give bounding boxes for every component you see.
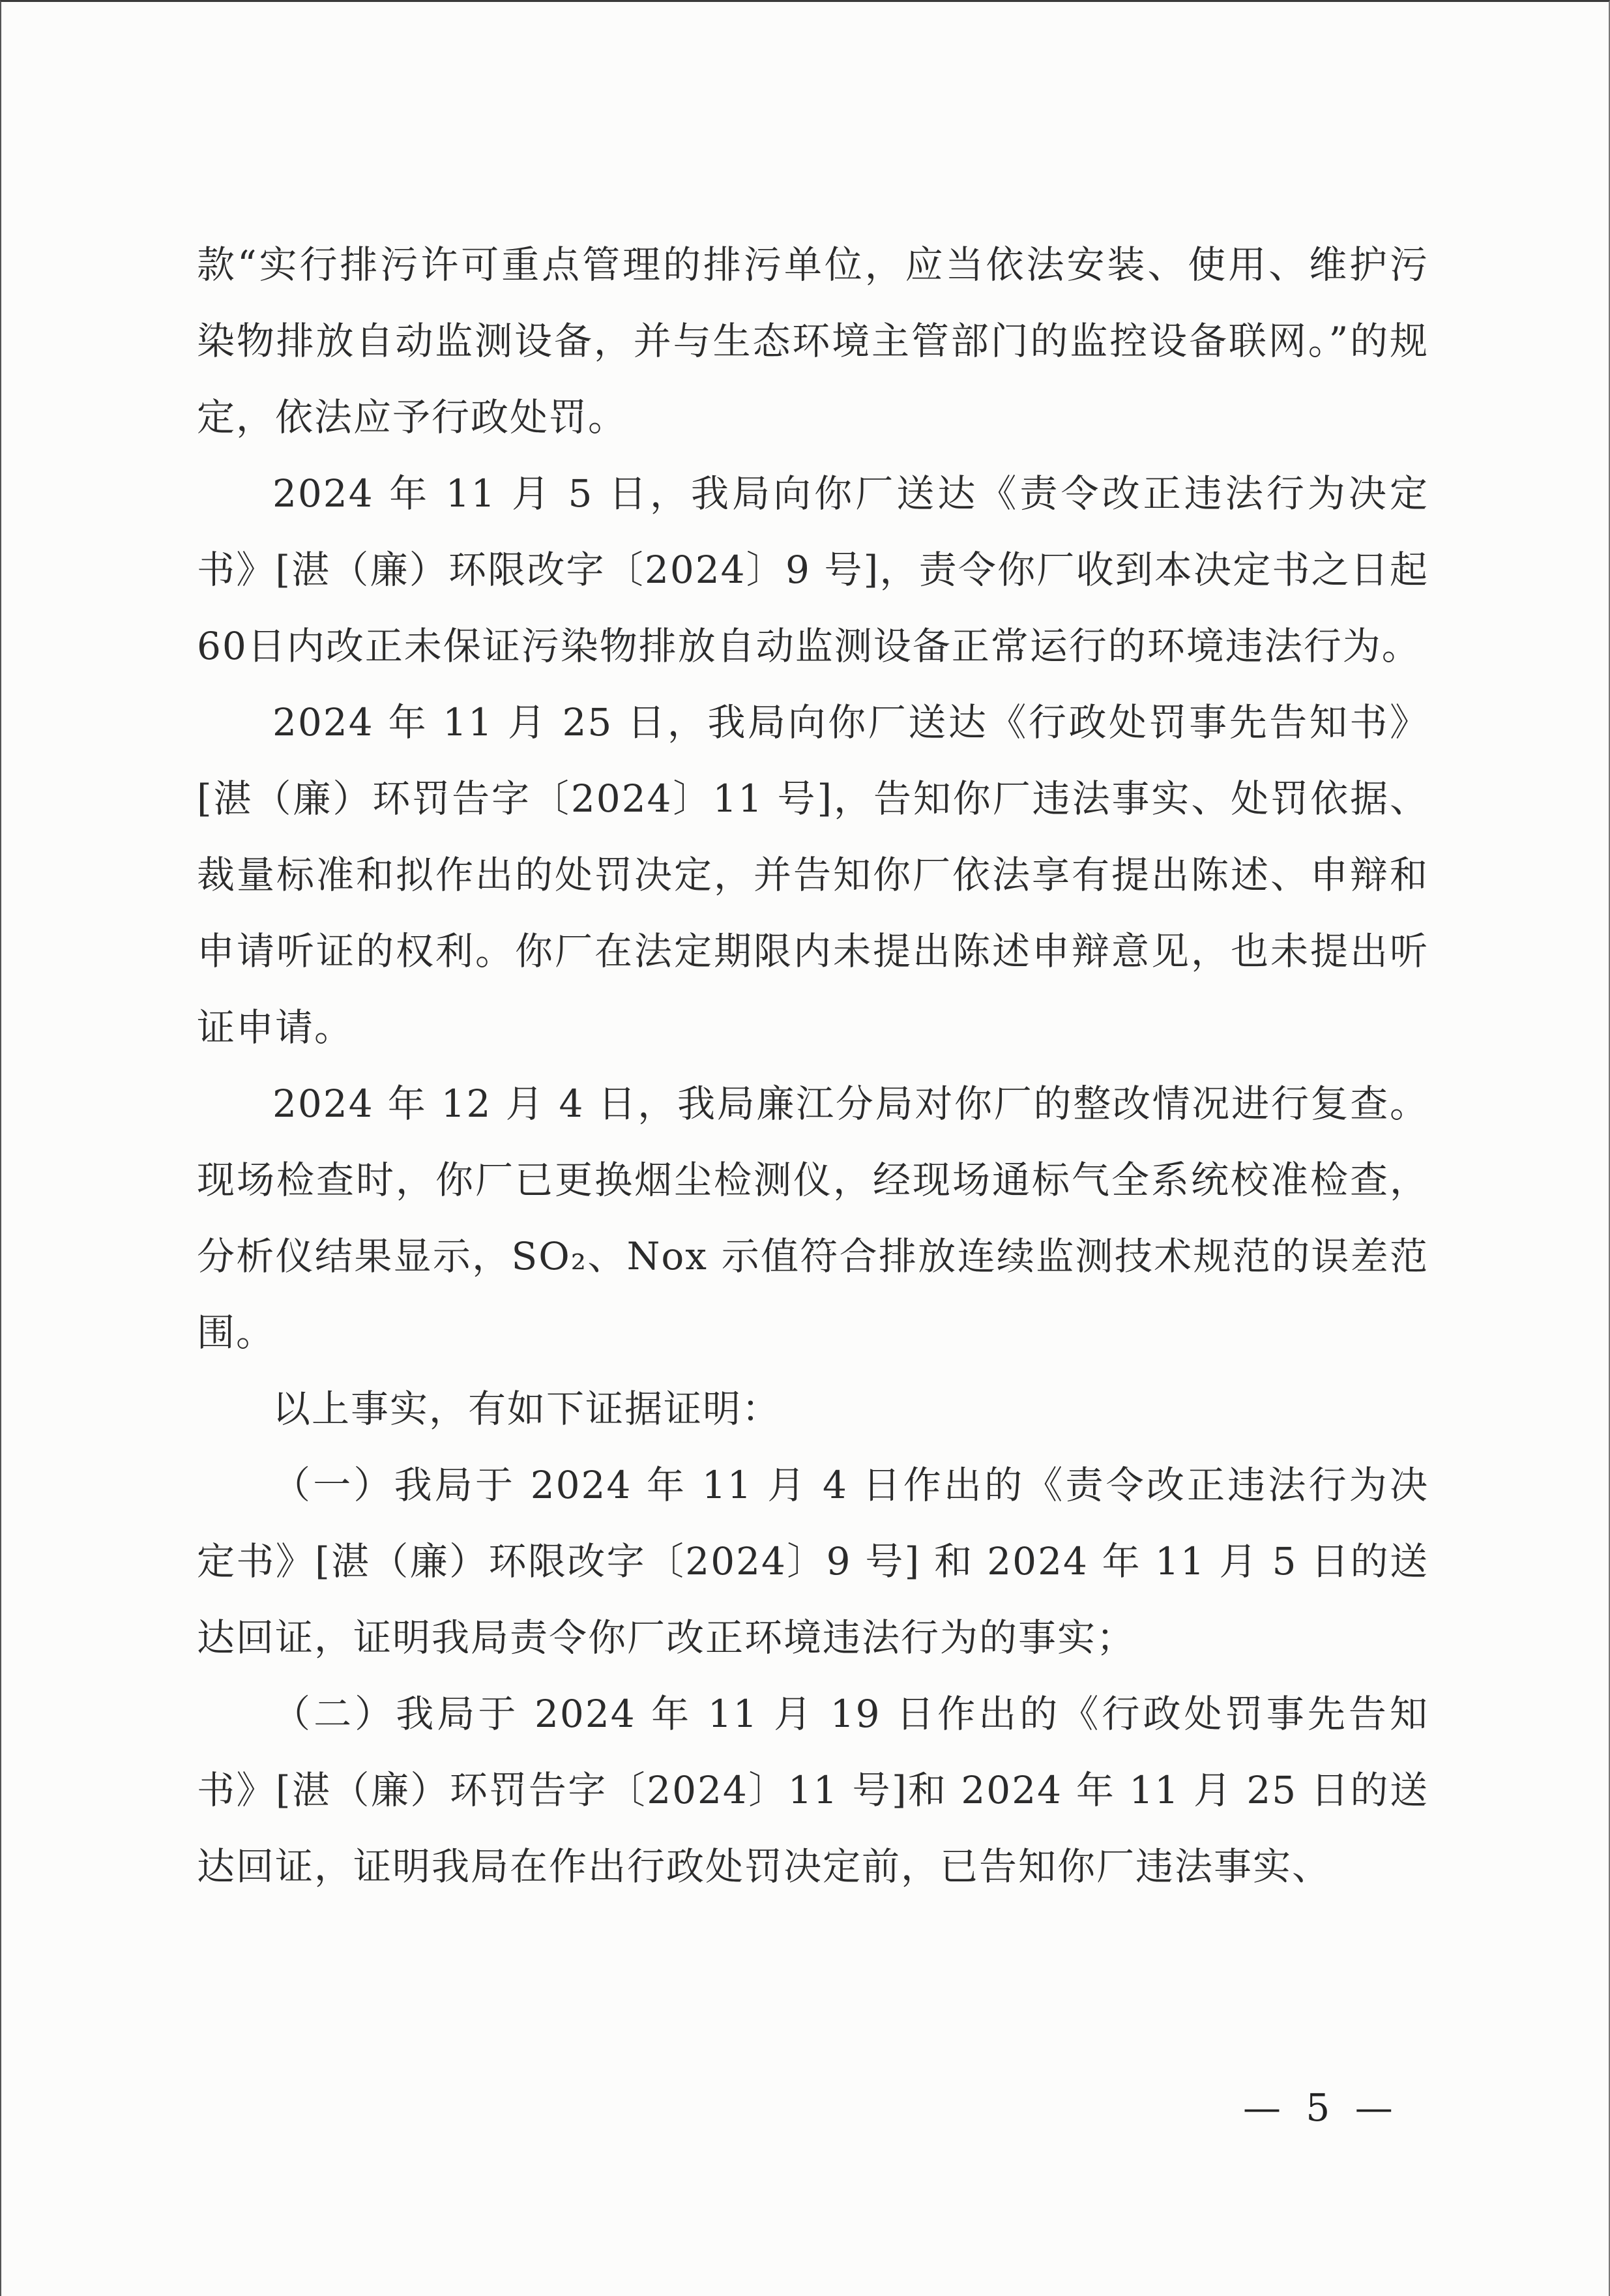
paragraph-rectification-order: 2024 年 11 月 5 日，我局向你厂送达《责令改正违法行为决定书》[湛（廉）环限改字〔2024〕9 号]，责令你厂收到本决定书之日起60日内改正未保证污染物排放自动监测设备正常运行的环境违法行为。 [197, 471, 1429, 668]
paragraph-evidence-2: （二）我局于 2024 年 11 月 19 日作出的《行政处罚事先告知书》[湛（廉）环罚告字〔2024〕11 号]和 2024 年 11 月 25 日的送达回证，证明我局在作出行政处罚决定前，已告知你厂违法事实、 [197, 1692, 1429, 1889]
paragraph-reinspection: 2024 年 12 月 4 日，我局廉江分局对你厂的整改情况进行复查。现场检查时，你厂已更换烟尘检测仪，经现场通标气全系统校准检查，分析仪结果显示，SO₂、Nox 示值符合排放连续监测技术规范的误差范围。 [197, 1082, 1429, 1355]
document-body [197, 227, 1429, 1905]
paragraph-evidence-intro: 以上事实，有如下证据证明： [272, 1387, 782, 1431]
scan-artifact [823, 126, 894, 165]
page-number: — 5 — [1243, 2085, 1399, 2130]
paragraph-evidence-1: （一）我局于 2024 年 11 月 4 日作出的《责令改正违法行为决定书》[湛（廉）环限改字〔2024〕9 号] 和 2024 年 11 月 5 日的送达回证，证明我局责令你厂改正环境违法行为的事实； [197, 1463, 1429, 1660]
paragraph-penalty-notice: 2024 年 11 月 25 日，我局向你厂送达《行政处罚事先告知书》[湛（廉）环罚告字〔2024〕11 号]，告知你厂违法事实、处罚依据、裁量标准和拟作出的处罚决定，并告知你厂依法享有提出陈述、申辩和申请听证的权利。你厂在法定期限内未提出陈述申辩意见，也未提出听证申请。 [197, 700, 1429, 1050]
paragraph-continuation: 款“实行排污许可重点管理的排污单位，应当依法安装、使用、维护污染物排放自动监测设备，并与生态环境主管部门的监控设备联网。”的规定，依法应予行政处罚。 [197, 243, 1429, 439]
scan-artifact-bottom [797, 2264, 888, 2284]
